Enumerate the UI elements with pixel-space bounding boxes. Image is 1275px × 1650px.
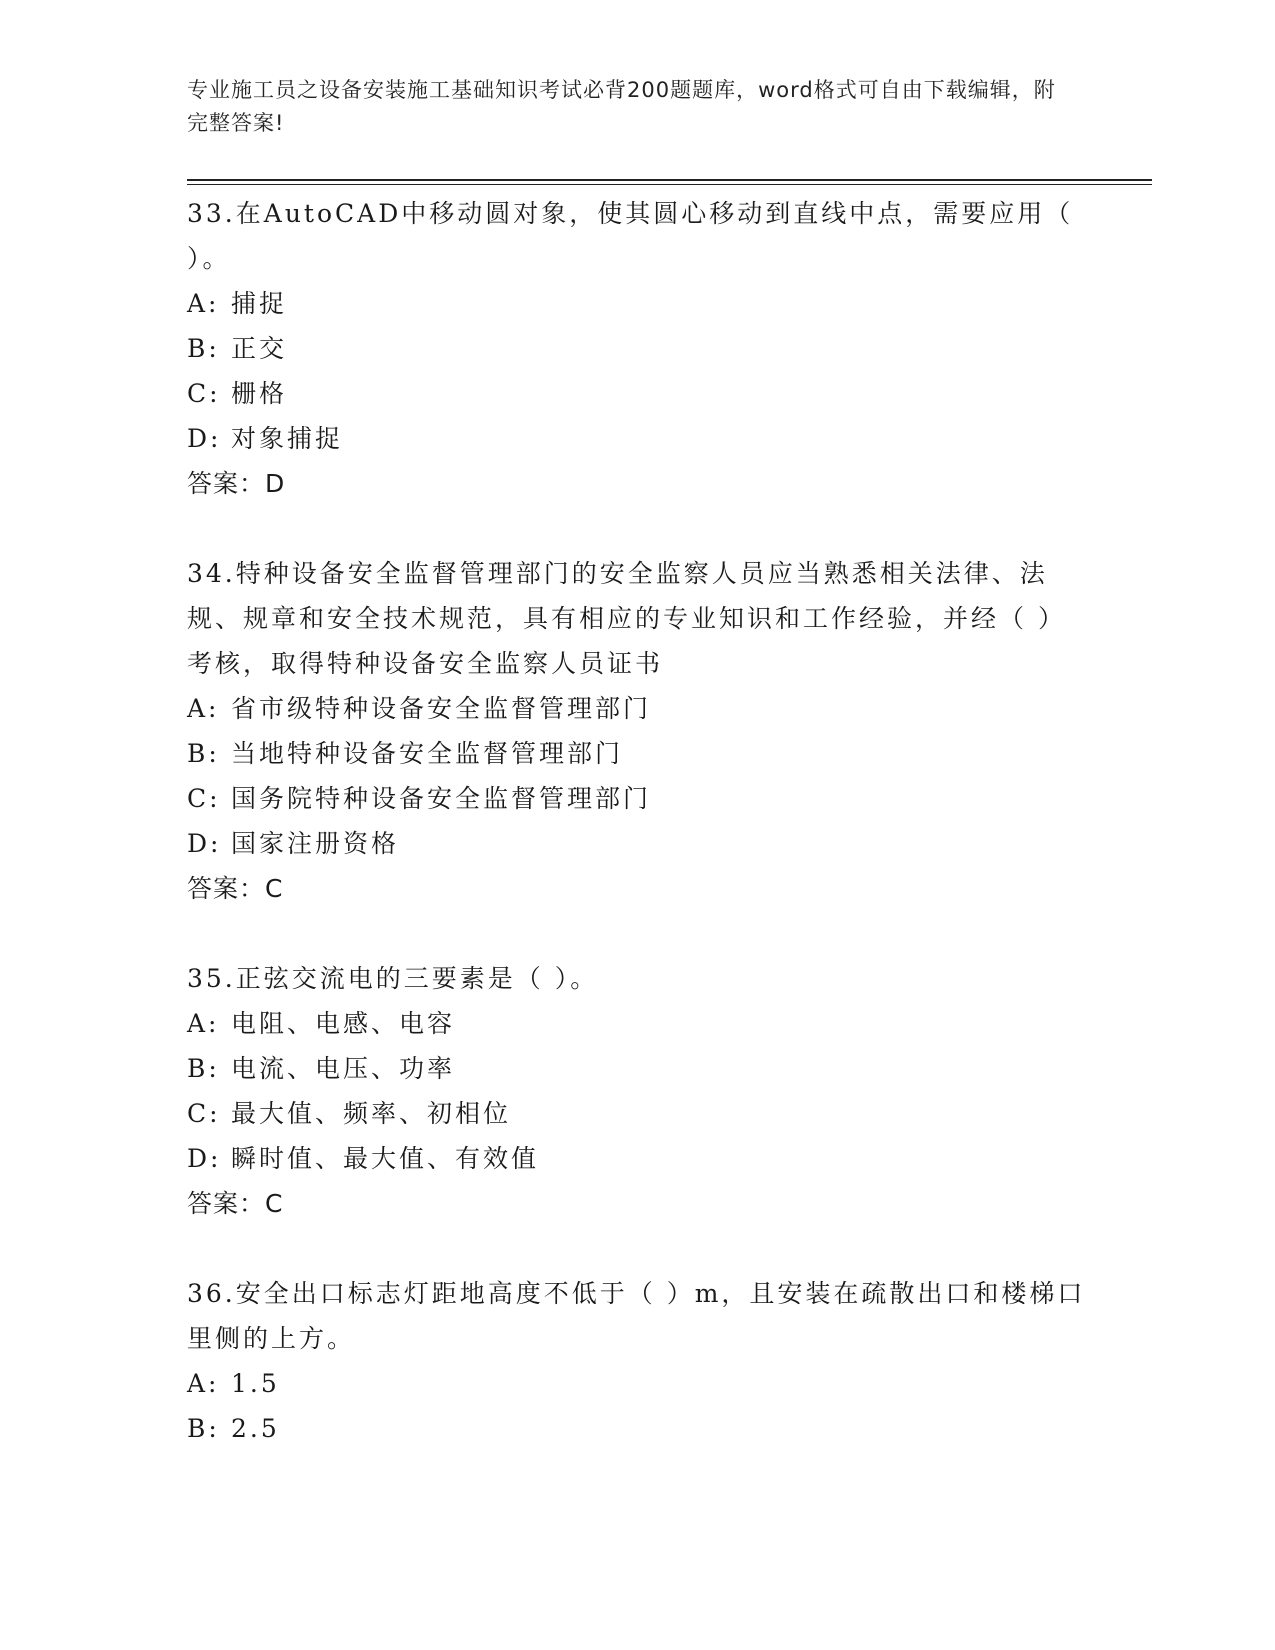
question-list [187,191,1087,1451]
option-letter: A: [187,1009,220,1038]
option-d [187,1136,1087,1181]
header-divider-thin [187,184,1152,185]
option-letter: A: [187,289,220,318]
question-stem: 34.特种设备安全监督管理部门的安全监察人员应当熟悉相关法律、法规、规章和安全技术规范，具有相应的专业知识和工作经验，并经（ ）考核，取得特种设备安全监察人员证书 [187,559,1066,678]
option-text: 电流、电压、功率 [231,1054,456,1083]
option-text: 1.5 [231,1369,280,1398]
option-c [187,1091,1087,1136]
option-text: 国务院特种设备安全监督管理部门 [231,784,652,813]
option-text: 最大值、频率、初相位 [231,1099,512,1128]
option-c [187,371,1087,416]
option-d [187,416,1087,461]
option-a [187,281,1087,326]
option-b [187,1046,1087,1091]
option-letter: B: [187,1414,220,1443]
option-text: 2.5 [231,1414,280,1443]
option-b [187,731,1087,776]
option-text: 栅格 [231,379,288,408]
option-b [187,1406,1087,1451]
answer-line: 答案：C [187,874,284,903]
option-text: 当地特种设备安全监督管理部门 [231,739,624,768]
option-letter: D: [187,829,222,858]
question-36 [187,1271,1087,1451]
question-stem: 35.正弦交流电的三要素是（ ）。 [187,964,599,993]
option-b [187,326,1087,371]
option-a [187,1001,1087,1046]
option-c [187,776,1087,821]
option-letter: A: [187,1369,220,1398]
question-33 [187,191,1087,507]
option-letter: C: [187,1099,221,1128]
option-text: 省市级特种设备安全监督管理部门 [231,694,652,723]
option-text: 捕捉 [231,289,288,318]
question-stem: 36.安全出口标志灯距地高度不低于（ ）m，且安装在疏散出口和楼梯口里侧的上方。 [187,1279,1086,1353]
page-header: 专业施工员之设备安装施工基础知识考试必背200题题库，word格式可自由下载编辑，附完整答案! [187,78,1056,135]
option-letter: D: [187,424,222,453]
option-a [187,686,1087,731]
question-35 [187,956,1087,1227]
option-text: 电阻、电感、电容 [231,1009,456,1038]
option-letter: D: [187,1144,222,1173]
option-text: 正交 [231,334,288,363]
option-letter: C: [187,784,221,813]
question-stem: 33.在AutoCAD中移动圆对象，使其圆心移动到直线中点，需要应用（ ）。 [187,199,1074,273]
option-a [187,1361,1087,1406]
answer-line: 答案：C [187,1189,284,1218]
option-letter: C: [187,379,221,408]
option-text: 瞬时值、最大值、有效值 [231,1144,540,1173]
option-letter: B: [187,1054,220,1083]
option-letter: B: [187,739,220,768]
question-34 [187,551,1087,912]
answer-line: 答案：D [187,469,286,498]
option-letter: A: [187,694,220,723]
option-text: 对象捕捉 [231,424,344,453]
option-d [187,821,1087,866]
option-text: 国家注册资格 [231,829,400,858]
option-letter: B: [187,334,220,363]
header-divider-thick [187,179,1152,181]
